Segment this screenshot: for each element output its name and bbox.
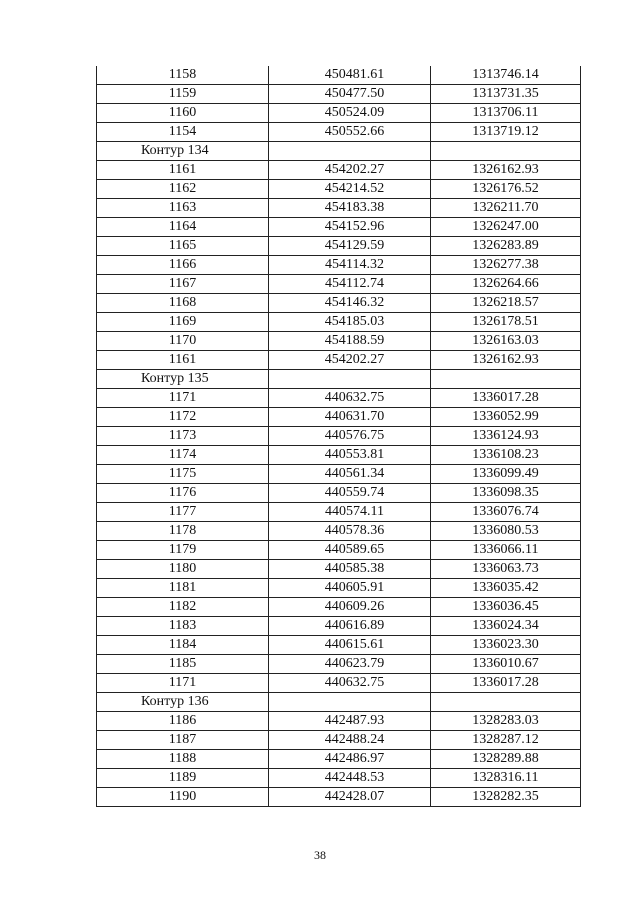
point-number-cell: 1190	[97, 788, 269, 807]
table-row	[97, 123, 581, 142]
y-coordinate-cell: 1336010.67	[431, 655, 581, 674]
x-coordinate-cell: 440561.34	[269, 465, 431, 484]
point-number-cell: 1168	[97, 294, 269, 313]
point-number-cell: 1186	[97, 712, 269, 731]
x-coordinate-cell: 440559.74	[269, 484, 431, 503]
point-number-cell: 1179	[97, 541, 269, 560]
table-row	[97, 750, 581, 769]
table-row	[97, 465, 581, 484]
point-number-cell: 1160	[97, 104, 269, 123]
table-row	[97, 560, 581, 579]
x-coordinate-cell: 454214.52	[269, 180, 431, 199]
table-row	[97, 636, 581, 655]
point-number-cell: 1165	[97, 237, 269, 256]
x-coordinate-cell: 442488.24	[269, 731, 431, 750]
y-coordinate-cell: 1326176.52	[431, 180, 581, 199]
point-number-cell: 1178	[97, 522, 269, 541]
y-coordinate-cell: 1326178.51	[431, 313, 581, 332]
table-row	[97, 598, 581, 617]
y-coordinate-cell: 1326163.03	[431, 332, 581, 351]
x-coordinate-cell: 454185.03	[269, 313, 431, 332]
section-row	[97, 693, 581, 712]
y-coordinate-cell: 1326162.93	[431, 161, 581, 180]
y-coordinate-cell: 1336098.35	[431, 484, 581, 503]
table-row	[97, 769, 581, 788]
x-coordinate-cell: 440631.70	[269, 408, 431, 427]
y-coordinate-cell: 1336099.49	[431, 465, 581, 484]
x-coordinate-cell: 442487.93	[269, 712, 431, 731]
x-coordinate-cell: 454114.32	[269, 256, 431, 275]
point-number-cell: 1183	[97, 617, 269, 636]
table-row	[97, 66, 581, 85]
table-row	[97, 712, 581, 731]
table-row	[97, 674, 581, 693]
point-number-cell: 1163	[97, 199, 269, 218]
point-number-cell: 1171	[97, 674, 269, 693]
point-number-cell: 1170	[97, 332, 269, 351]
table-row	[97, 351, 581, 370]
point-number-cell: 1154	[97, 123, 269, 142]
point-number-cell: 1185	[97, 655, 269, 674]
y-coordinate-cell: 1336108.23	[431, 446, 581, 465]
y-coordinate-cell: 1328316.11	[431, 769, 581, 788]
y-coordinate-cell: 1313719.12	[431, 123, 581, 142]
point-number-cell: 1171	[97, 389, 269, 408]
section-label: Контур 135	[97, 370, 269, 389]
x-coordinate-cell: 440615.61	[269, 636, 431, 655]
table-row	[97, 332, 581, 351]
table-row	[97, 275, 581, 294]
table-row	[97, 655, 581, 674]
y-coordinate-cell: 1313731.35	[431, 85, 581, 104]
x-coordinate-cell: 440609.26	[269, 598, 431, 617]
x-coordinate-cell: 454152.96	[269, 218, 431, 237]
y-coordinate-cell: 1328282.35	[431, 788, 581, 807]
x-coordinate-cell: 440605.91	[269, 579, 431, 598]
section-row	[97, 370, 581, 389]
coordinates-table-container	[96, 66, 580, 807]
table-row	[97, 199, 581, 218]
y-coordinate-cell: 1326247.00	[431, 218, 581, 237]
x-coordinate-cell: 440589.65	[269, 541, 431, 560]
y-coordinate-cell: 1328287.12	[431, 731, 581, 750]
table-row	[97, 731, 581, 750]
section-label: Контур 134	[97, 142, 269, 161]
y-coordinate-cell: 1336017.28	[431, 674, 581, 693]
x-coordinate-cell: 450524.09	[269, 104, 431, 123]
x-coordinate-cell: 454202.27	[269, 161, 431, 180]
table-row	[97, 579, 581, 598]
coordinates-table	[96, 66, 581, 807]
table-row	[97, 788, 581, 807]
x-coordinate-cell: 440578.36	[269, 522, 431, 541]
y-coordinate-cell: 1313746.14	[431, 66, 581, 85]
y-coordinate-cell: 1328283.03	[431, 712, 581, 731]
point-number-cell: 1174	[97, 446, 269, 465]
y-coordinate-cell: 1336017.28	[431, 389, 581, 408]
point-number-cell: 1173	[97, 427, 269, 446]
y-coordinate-cell: 1336024.34	[431, 617, 581, 636]
y-coordinate-cell: 1336076.74	[431, 503, 581, 522]
y-coordinate-cell: 1336066.11	[431, 541, 581, 560]
y-coordinate-cell: 1336035.42	[431, 579, 581, 598]
y-coordinate-cell: 1326211.70	[431, 199, 581, 218]
point-number-cell: 1169	[97, 313, 269, 332]
point-number-cell: 1175	[97, 465, 269, 484]
point-number-cell: 1176	[97, 484, 269, 503]
table-row	[97, 503, 581, 522]
x-coordinate-cell: 442486.97	[269, 750, 431, 769]
point-number-cell: 1188	[97, 750, 269, 769]
y-coordinate-cell: 1336124.93	[431, 427, 581, 446]
table-row	[97, 313, 581, 332]
x-coordinate-cell: 450552.66	[269, 123, 431, 142]
table-row	[97, 218, 581, 237]
x-coordinate-cell: 454183.38	[269, 199, 431, 218]
y-coordinate-cell: 1336052.99	[431, 408, 581, 427]
x-coordinate-cell: 440574.11	[269, 503, 431, 522]
x-coordinate-cell: 454112.74	[269, 275, 431, 294]
table-row	[97, 541, 581, 560]
point-number-cell: 1172	[97, 408, 269, 427]
x-coordinate-cell: 454129.59	[269, 237, 431, 256]
x-coordinate-cell: 454202.27	[269, 351, 431, 370]
point-number-cell: 1161	[97, 351, 269, 370]
x-coordinate-cell: 440553.81	[269, 446, 431, 465]
empty-cell	[269, 370, 431, 389]
empty-cell	[269, 142, 431, 161]
point-number-cell: 1180	[97, 560, 269, 579]
point-number-cell: 1182	[97, 598, 269, 617]
x-coordinate-cell: 440632.75	[269, 389, 431, 408]
point-number-cell: 1167	[97, 275, 269, 294]
table-row	[97, 484, 581, 503]
table-row	[97, 104, 581, 123]
y-coordinate-cell: 1313706.11	[431, 104, 581, 123]
point-number-cell: 1162	[97, 180, 269, 199]
table-row	[97, 617, 581, 636]
y-coordinate-cell: 1326218.57	[431, 294, 581, 313]
point-number-cell: 1187	[97, 731, 269, 750]
y-coordinate-cell: 1336036.45	[431, 598, 581, 617]
point-number-cell: 1166	[97, 256, 269, 275]
table-row	[97, 180, 581, 199]
table-row	[97, 85, 581, 104]
x-coordinate-cell: 442448.53	[269, 769, 431, 788]
table-row	[97, 294, 581, 313]
table-row	[97, 427, 581, 446]
x-coordinate-cell: 450481.61	[269, 66, 431, 85]
y-coordinate-cell: 1336023.30	[431, 636, 581, 655]
point-number-cell: 1181	[97, 579, 269, 598]
x-coordinate-cell: 440623.79	[269, 655, 431, 674]
empty-cell	[269, 693, 431, 712]
y-coordinate-cell: 1326277.38	[431, 256, 581, 275]
point-number-cell: 1189	[97, 769, 269, 788]
y-coordinate-cell: 1336080.53	[431, 522, 581, 541]
y-coordinate-cell: 1326283.89	[431, 237, 581, 256]
table-row	[97, 256, 581, 275]
y-coordinate-cell: 1336063.73	[431, 560, 581, 579]
section-label: Контур 136	[97, 693, 269, 712]
x-coordinate-cell: 440585.38	[269, 560, 431, 579]
y-coordinate-cell: 1326162.93	[431, 351, 581, 370]
empty-cell	[431, 142, 581, 161]
point-number-cell: 1164	[97, 218, 269, 237]
page-number: 38	[314, 848, 326, 862]
table-row	[97, 446, 581, 465]
x-coordinate-cell: 440576.75	[269, 427, 431, 446]
x-coordinate-cell: 454188.59	[269, 332, 431, 351]
point-number-cell: 1177	[97, 503, 269, 522]
point-number-cell: 1161	[97, 161, 269, 180]
table-row	[97, 389, 581, 408]
x-coordinate-cell: 442428.07	[269, 788, 431, 807]
y-coordinate-cell: 1326264.66	[431, 275, 581, 294]
x-coordinate-cell: 440632.75	[269, 674, 431, 693]
point-number-cell: 1184	[97, 636, 269, 655]
x-coordinate-cell: 440616.89	[269, 617, 431, 636]
x-coordinate-cell: 454146.32	[269, 294, 431, 313]
table-row	[97, 161, 581, 180]
table-row	[97, 408, 581, 427]
y-coordinate-cell: 1328289.88	[431, 750, 581, 769]
x-coordinate-cell: 450477.50	[269, 85, 431, 104]
point-number-cell: 1158	[97, 66, 269, 85]
empty-cell	[431, 370, 581, 389]
point-number-cell: 1159	[97, 85, 269, 104]
table-row	[97, 522, 581, 541]
section-row	[97, 142, 581, 161]
coordinates-table-body	[97, 66, 581, 807]
table-row	[97, 237, 581, 256]
empty-cell	[431, 693, 581, 712]
